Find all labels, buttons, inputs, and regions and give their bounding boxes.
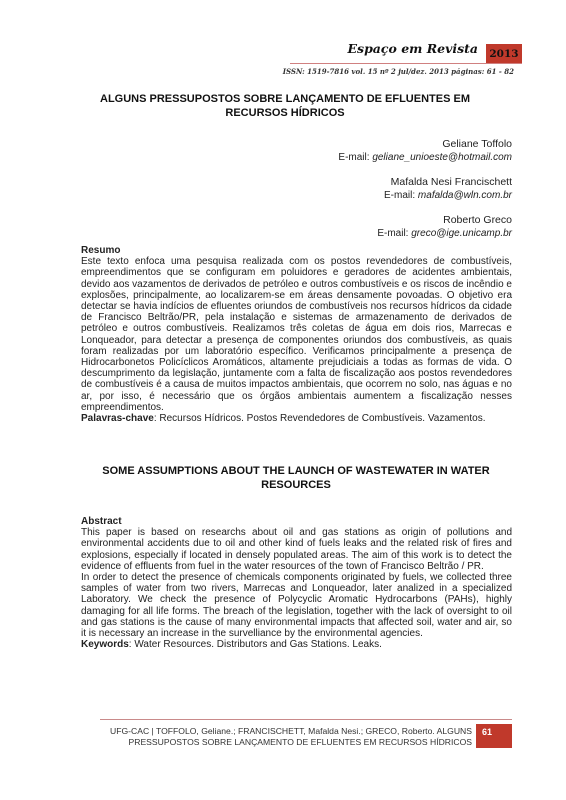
article-title-en: SOME ASSUMPTIONS ABOUT THE LAUNCH OF WASTEWATER IN WATER RESOURCES	[102, 465, 490, 491]
journal-brand	[348, 38, 523, 58]
header-divider	[290, 63, 522, 64]
author-name: Geliane Toffolo	[442, 138, 512, 150]
email-label: E-mail:	[338, 152, 373, 163]
abstract-paragraph-1: This paper is based on researchs about oil and gas stations as origin of pollutions and environmental accidents due to oil and other kind of fuels leaks and the related risk of fires and explosions, especially if located in densely populated areas. The aim of this work is to detect the evidence of effluents from fuel in the water resources of the town of Francisco Beltrão / PR.	[81, 527, 512, 572]
author-entry	[338, 176, 512, 202]
keywords	[81, 639, 512, 650]
resumo-section	[81, 245, 512, 424]
abstract-section	[81, 516, 512, 650]
journal-title: Espaço em Revista	[347, 40, 478, 56]
article-title-pt: ALGUNS PRESSUPOSTOS SOBRE LANÇAMENTO DE EFLUENTES EM RECURSOS HÍDRICOS	[100, 93, 470, 119]
email-address[interactable]: greco@ige.unicamp.br	[411, 228, 512, 239]
abstract-paragraph-2: In order to detect the presence of chemicals components originated by fuels, we collected three samples of water from two rivers, Marrecas and Lonqueador, later analized in a specialized Laboratory. We check the presence of Polycyclic Aromatic Hydrocarbons (PAHs), highly damaging for all life forms. The breach of the legislation, together with the lack of oversight to oil and gas stations is the cause of many environmental impacts that affected soil, water and air, so it is necessary an increase in the survelliance by the environmental agencies.	[81, 572, 512, 640]
author-name: Mafalda Nesi Francischett	[390, 176, 512, 188]
issn-line: ISSN: 1519-7816 vol. 15 nº 2 jul/dez. 2013 páginas: 61 - 82	[282, 67, 514, 76]
author-entry	[338, 138, 512, 164]
footer-citation: UFG-CAC | TOFFOLO, Geliane.; FRANCISCHETT, Mafalda Nesi.; GRECO, Roberto. ALGUNS PRESSUPOSTOS SOBRE LANÇAMENTO DE EFLUENTES EM RECURSOS HÍDRICOS	[110, 726, 472, 747]
keywords-label: Keywords	[81, 639, 129, 651]
keywords-text: : Water Resources. Distributors and Gas Stations. Leaks.	[128, 639, 382, 651]
author-email	[338, 227, 512, 240]
email-label: E-mail:	[377, 228, 412, 239]
author-email	[338, 189, 512, 202]
palavras-chave-label: Palavras-chave	[81, 413, 154, 425]
palavras-chave-text: : Recursos Hídricos. Postos Revendedores de Combustíveis. Vazamentos.	[153, 413, 486, 425]
palavras-chave	[81, 413, 512, 424]
resumo-text: Este texto enfoca uma pesquisa realizada com os postos revendedores de combustíveis, empreendimentos que se configuram em poluidores e geradores de acidentes ambientais, devido aos vazamentos de derivados de petróleo e outros combustíveis e os riscos de incêndio e explosões, principalmente, ao localizarem-se em áreas densamente povoadas. O objetivo era detectar se havia indícios de efluentes oriundos de combustíveis nos recursos hídricos da cidade de Francisco Beltrão/PR, pela instalação e sistemas de armazenamento de derivados de petróleo e outros combustíveis. Realizamos três coletas de água em dois rios, Marrecas e Lonqueador, para detectar a presença de componentes oriundos dos combustíveis, as quais foram realizadas por um laboratório específico. Verificamos principalmente a presença de Hidrocarbonetos Policíclicos Aromáticos, altamente prejudiciais a todas as formas de vida. O descumprimento da legislação, juntamente com a falta de fiscalização aos postos revendedores de combustíveis é a causa de muitos impactos ambientais, que ocorrem no solo, nas águas e no ar, por isso, é necessário que os órgãos ambientais aumentem a fiscalização nesses empreendimentos.	[81, 256, 512, 413]
page-number-badge: 61	[476, 724, 512, 748]
footer-divider	[100, 719, 512, 720]
email-label: E-mail:	[384, 190, 418, 201]
email-address[interactable]: geliane_unioeste@hotmail.com	[372, 152, 512, 163]
abstract-heading: Abstract	[81, 516, 122, 527]
journal-year-badge: 2013	[486, 44, 522, 64]
email-address[interactable]: mafalda@wln.com.br	[417, 190, 512, 201]
resumo-heading: Resumo	[81, 245, 121, 256]
author-name: Roberto Greco	[443, 214, 512, 226]
author-email	[338, 151, 512, 164]
authors-block	[338, 138, 512, 252]
author-entry	[338, 214, 512, 240]
